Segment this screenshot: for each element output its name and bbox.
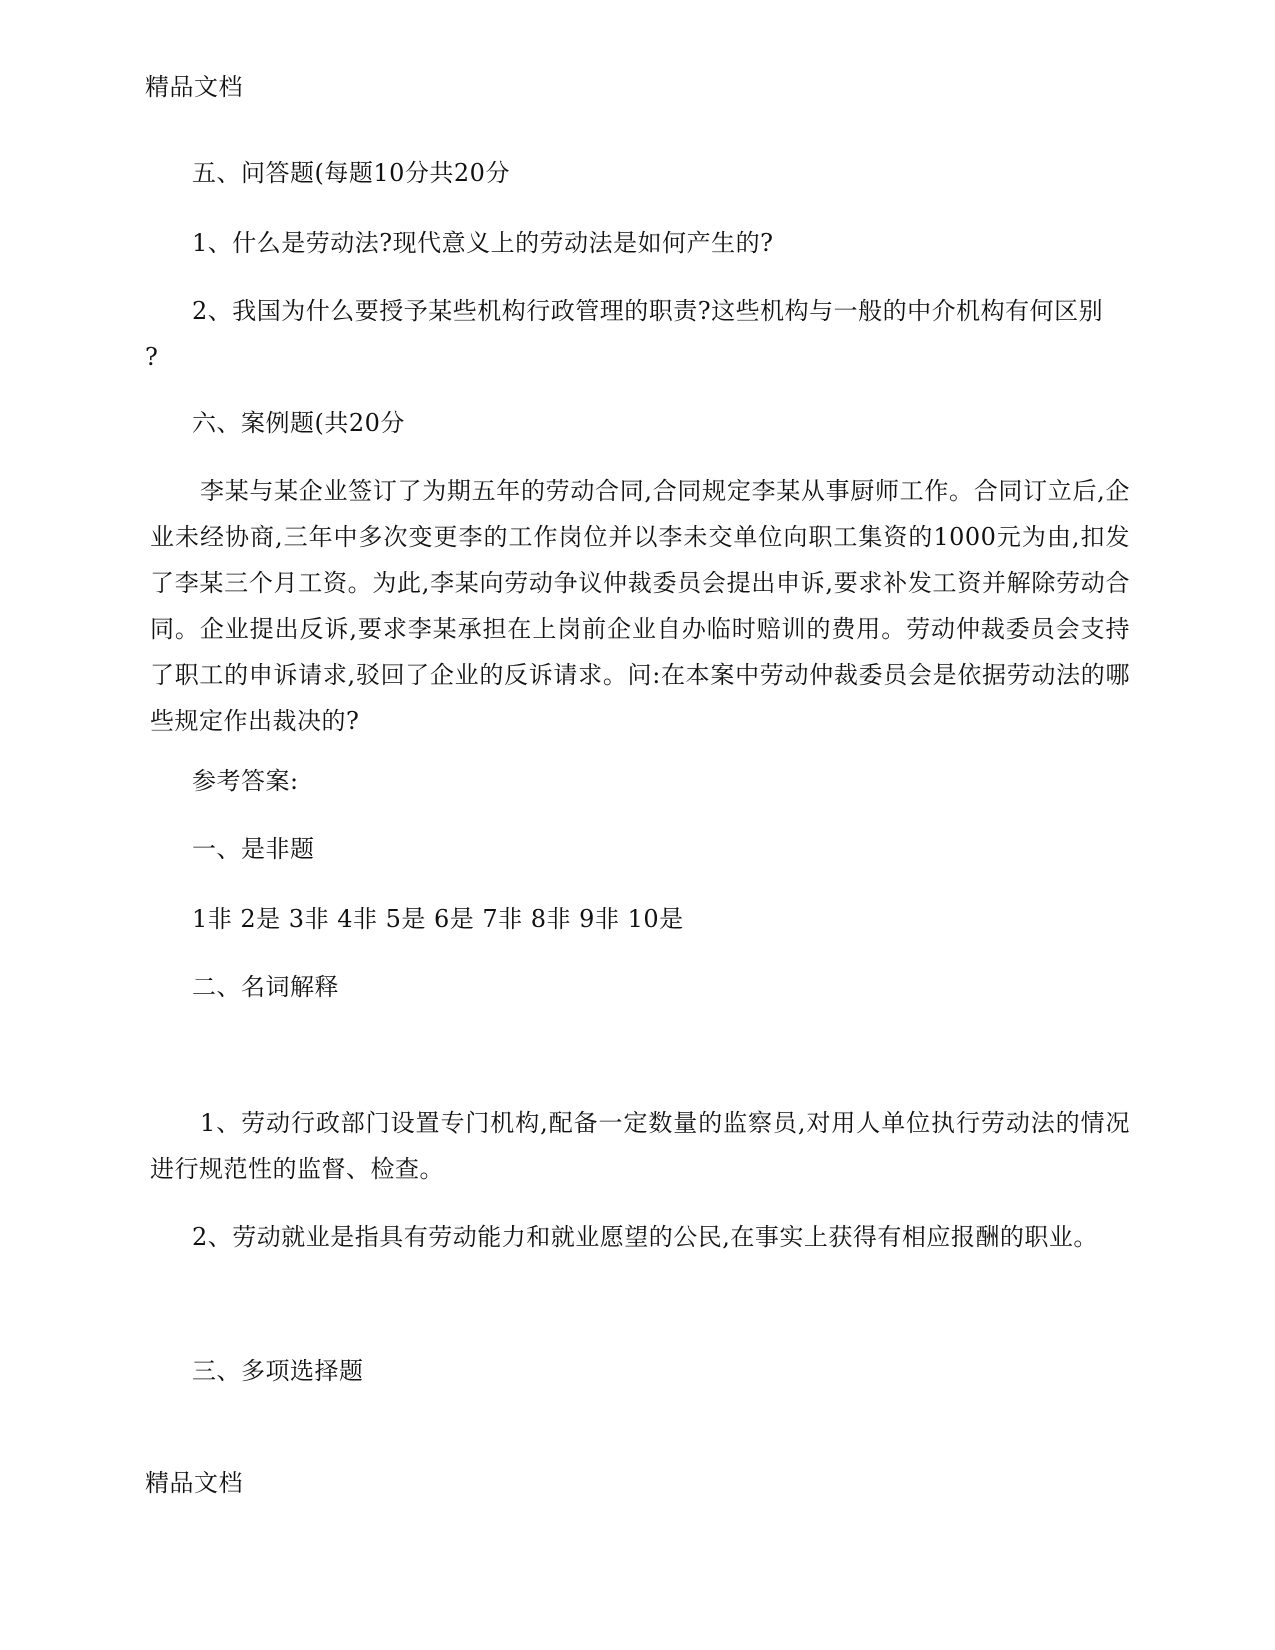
section-6-title: 六、案例题(共20分 xyxy=(192,409,405,437)
section-3-title: 三、多项选择题 xyxy=(192,1357,364,1385)
reference-answers-title: 参考答案: xyxy=(192,767,299,795)
definition-2: 2、劳动就业是指具有劳动能力和就业愿望的公民,在事实上获得有相应报酬的职业。 xyxy=(192,1223,1098,1251)
question-1: 1、什么是劳动法?现代意义上的劳动法是如何产生的? xyxy=(192,229,774,257)
section-5-title: 五、问答题(每题10分共20分 xyxy=(192,159,510,187)
case-paragraph: 李某与某企业签订了为期五年的劳动合同,合同规定李某从事厨师工作。合同订立后,企业未经协商,三年中多次变更李的工作岗位并以李未交单位向职工集资的1000元为由,扣发了李某三个月工资。为此,李某向劳动争议仲裁委员会提出申诉,要求补发工资并解除劳动合同。企业提出反诉,要求李某承担在上岗前企业自办临时赔训的费用。劳动仲裁委员会支持了职工的申诉请求,驳回了企业的反诉请求。问:在本案中劳动仲裁委员会是依据劳动法的哪些规定作出裁决的? xyxy=(150,477,1130,735)
page-footer: 精品文档 xyxy=(145,1469,243,1497)
true-false-answers: 1非 2是 3非 4非 5是 6是 7非 8非 9非 10是 xyxy=(192,905,684,933)
section-1-title: 一、是非题 xyxy=(192,835,315,863)
definition-1: 1、劳动行政部门设置专门机构,配备一定数量的监察员,对用人单位执行劳动法的情况进行规范性的监督、检查。 xyxy=(150,1109,1130,1183)
section-2-title: 二、名词解释 xyxy=(192,973,339,1001)
question-2-line-1: 2、我国为什么要授予某些机构行政管理的职责?这些机构与一般的中介机构有何区别 xyxy=(192,297,1104,325)
question-2-line-2: ? xyxy=(145,343,159,371)
page-header: 精品文档 xyxy=(145,73,243,101)
